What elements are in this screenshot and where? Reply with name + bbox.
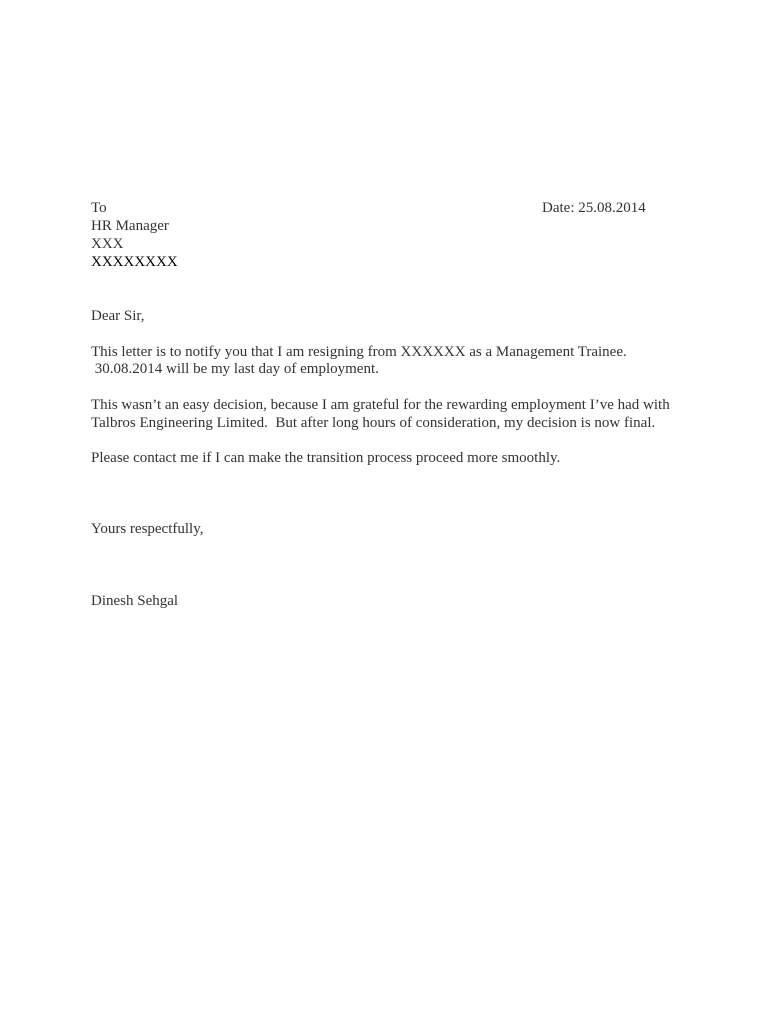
paragraph-1-line-1: This letter is to notify you that I am resigning from XXXXXX as a Management Trainee.: [91, 344, 627, 360]
letter-date: Date: 25.08.2014: [542, 200, 646, 216]
salutation: Dear Sir,: [91, 308, 145, 324]
paragraph-2-line-2: Talbros Engineering Limited. But after long hours of consideration, my decision is now final.: [91, 415, 656, 431]
signature-name: Dinesh Sehgal: [91, 593, 179, 609]
paragraph-2-line-1: This wasn’t an easy decision, because I am grateful for the rewarding employment I’ve had with: [91, 397, 670, 413]
recipient-title: HR Manager: [91, 218, 169, 234]
paragraph-3: Please contact me if I can make the transition process proceed more smoothly.: [91, 450, 561, 466]
closing: Yours respectfully,: [91, 521, 204, 537]
recipient-to: To: [91, 200, 107, 216]
recipient-address: XXXXXXXX: [91, 254, 178, 270]
recipient-company: XXX: [91, 236, 124, 252]
paragraph-1-line-2: 30.08.2014 will be my last day of employment.: [91, 361, 379, 377]
